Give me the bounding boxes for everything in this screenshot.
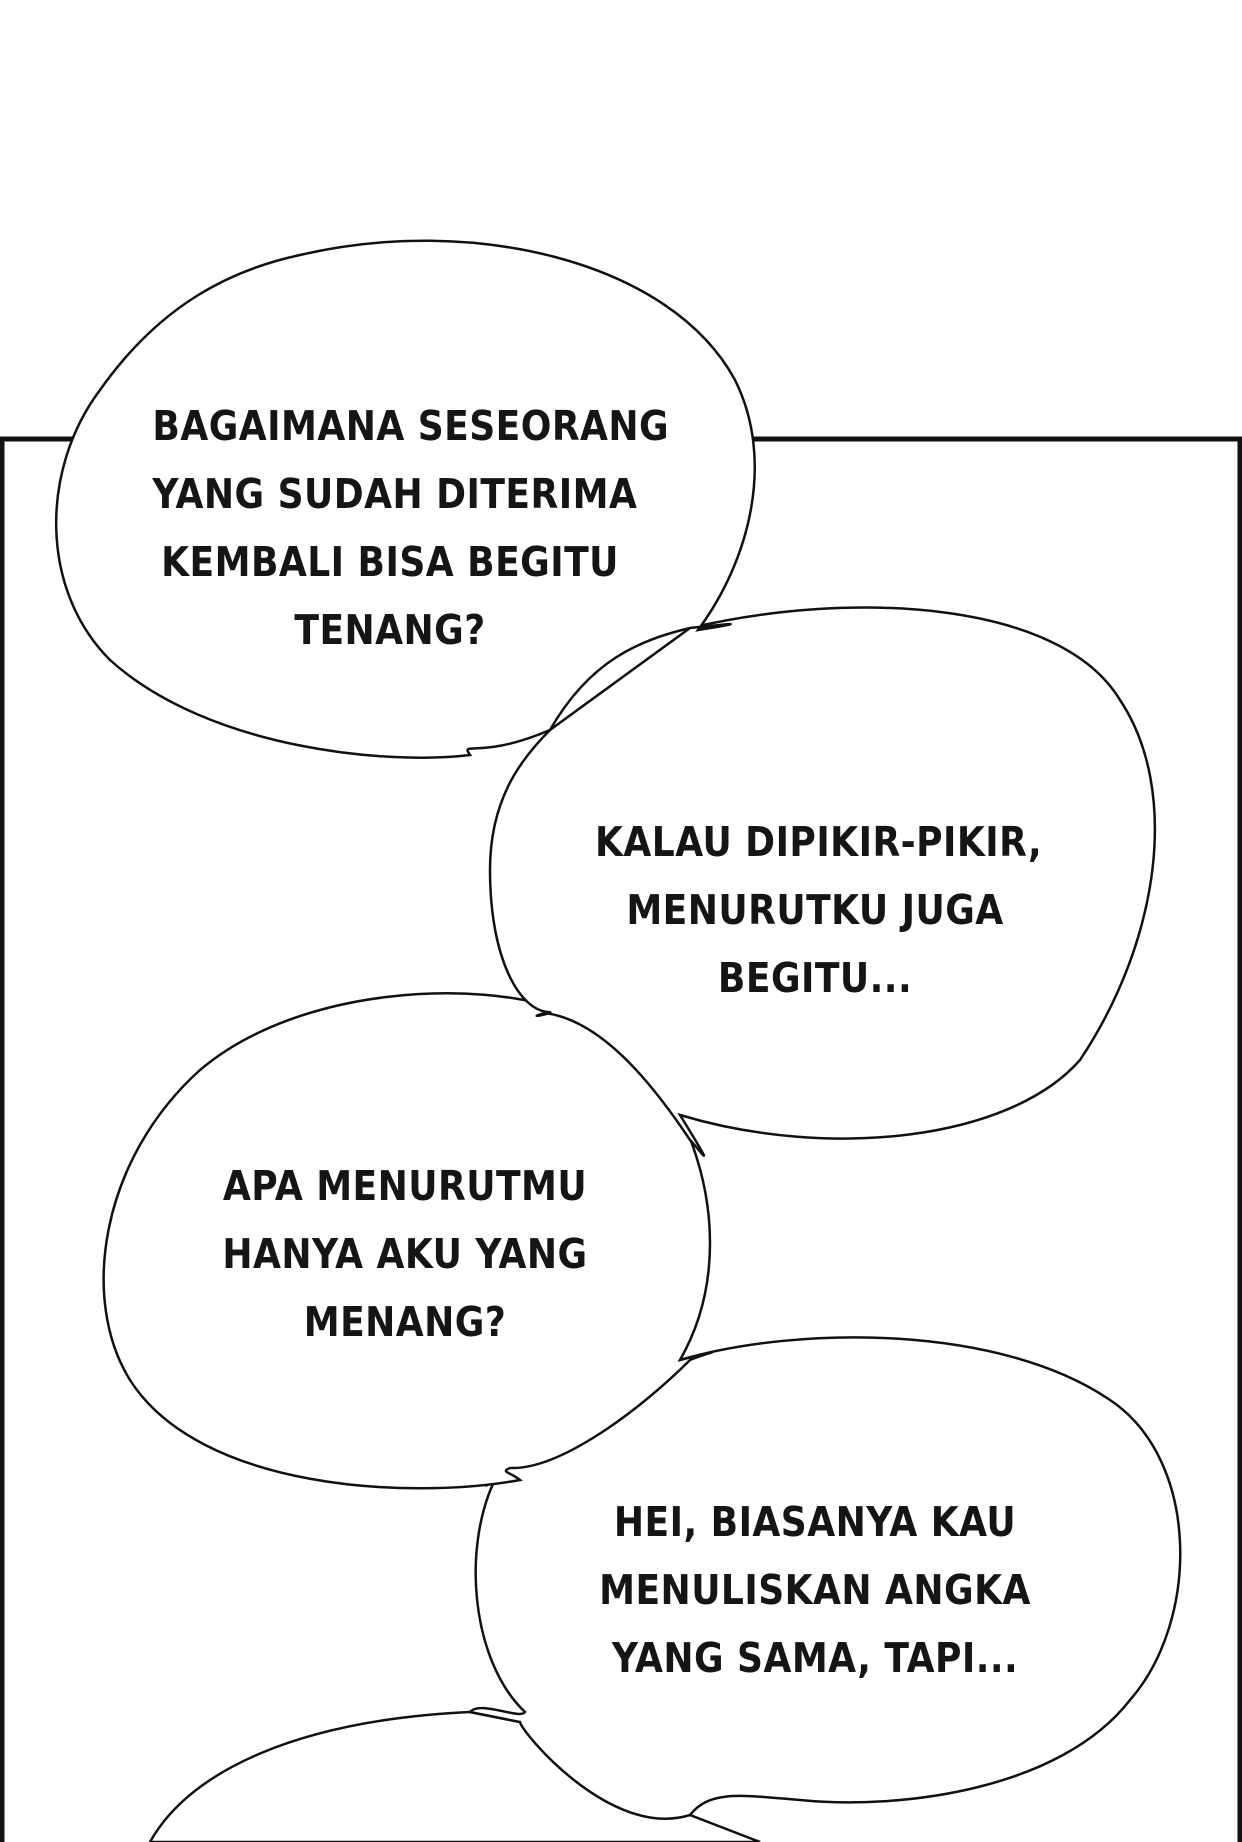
bubble-1-text	[152, 392, 670, 664]
bubble-2-line-2: MENURUTKU JUGA	[626, 886, 1004, 934]
bubble-1-line-1: BAGAIMANA SESEORANG	[152, 402, 670, 450]
bubble-4-line-2: MENULISKAN ANGKA	[599, 1566, 1031, 1614]
bubble-3-text	[211, 1152, 598, 1356]
bubble-3-line-3: MENANG?	[303, 1298, 507, 1346]
bubble-2-text	[595, 808, 1043, 1012]
bubble-1-line-2: YANG SUDAH DITERIMA	[152, 470, 638, 518]
bubble-1-line-3: KEMBALI BISA BEGITU	[161, 538, 619, 586]
bubble-1-line-4: TENANG?	[294, 606, 486, 654]
bubble-4-text	[595, 1488, 1035, 1692]
bubble-4-line-1: HEI, BIASANYA KAU	[613, 1498, 1017, 1546]
bubble-2-line-1: KALAU DIPIKIR-PIKIR,	[595, 818, 1043, 866]
bubble-3-line-1: APA MENURUTMU	[222, 1162, 588, 1210]
bubble-2-line-3: BEGITU...	[717, 954, 913, 1002]
bubble-4-line-3: YANG SAMA, TAPI...	[611, 1634, 1019, 1682]
bubble-3-line-2: HANYA AKU YANG	[222, 1230, 588, 1278]
